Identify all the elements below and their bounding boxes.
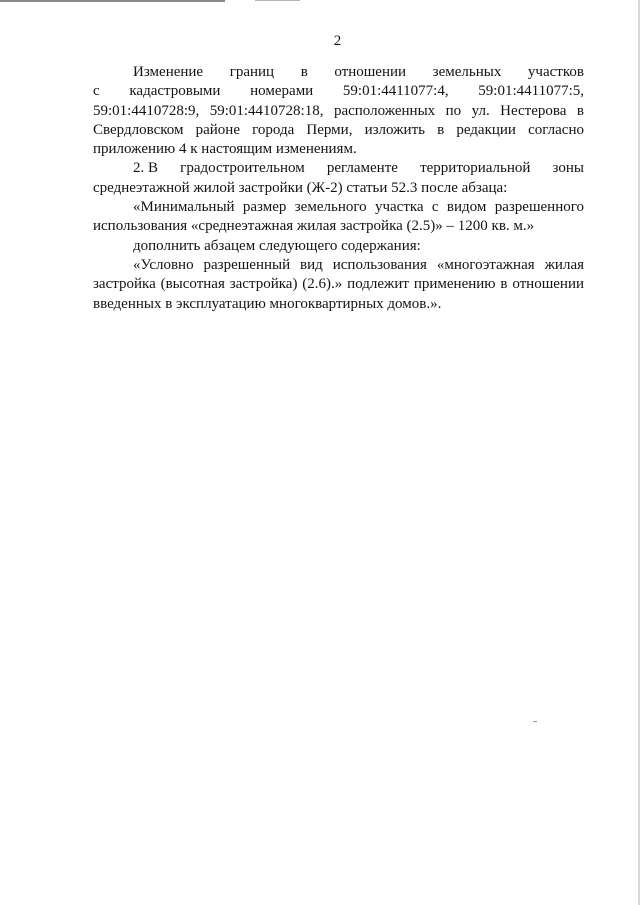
word: зоны [552, 160, 584, 177]
paragraph-1-line-1 [93, 63, 584, 82]
scan-artifact-top-tick [255, 0, 300, 1]
paragraph-2-rest: среднеэтажной жилой застройки (Ж-2) статьи 52.3 после абзаца: [93, 179, 508, 196]
word: кадастровыми [129, 83, 221, 100]
paragraph-1-line-2 [93, 82, 584, 101]
paragraph-3-quote: «Минимальный размер земельного участка с видом разрешенного использования «среднеэтажная жилая застройка (2.5)» – 1200 кв. м.» [93, 199, 584, 235]
word: номерами [250, 83, 314, 100]
word: границ [229, 64, 275, 80]
word: градостроительном [180, 160, 305, 177]
word: с [93, 83, 100, 100]
word: в [300, 64, 308, 80]
word: отношении [334, 64, 407, 80]
scan-speck [533, 721, 537, 722]
paragraph-5-quote: «Условно разрешенный вид использования «многоэтажная жилая застройка (высотная застройка) (2.6).» подлежит применению в отношении введенных в эксплуатацию многоквартирных домов.». [93, 256, 584, 312]
word: участков [527, 64, 584, 80]
word: 59:01:4411077:4, [342, 83, 449, 100]
scan-artifact-top-line [0, 0, 225, 2]
paragraph-2-line-1 [93, 159, 584, 178]
word: регламенте [326, 160, 398, 177]
paragraph-1-rest: 59:01:4410728:9, 59:01:4410728:18, расположенных по ул. Нестерова в Свердловском районе города Перми, изложить в редакции согласно приложению 4 к настоящим изменениям. [93, 102, 584, 158]
paragraph-4: дополнить абзацем следующего содержания: [133, 237, 421, 254]
word: 2. В [133, 160, 159, 177]
word: территориальной [420, 160, 531, 177]
document-body [93, 63, 584, 314]
word: земельных [432, 64, 502, 80]
word: Изменение [133, 64, 204, 80]
page-number: 2 [333, 33, 342, 49]
word: 59:01:4411077:5, [478, 83, 584, 100]
